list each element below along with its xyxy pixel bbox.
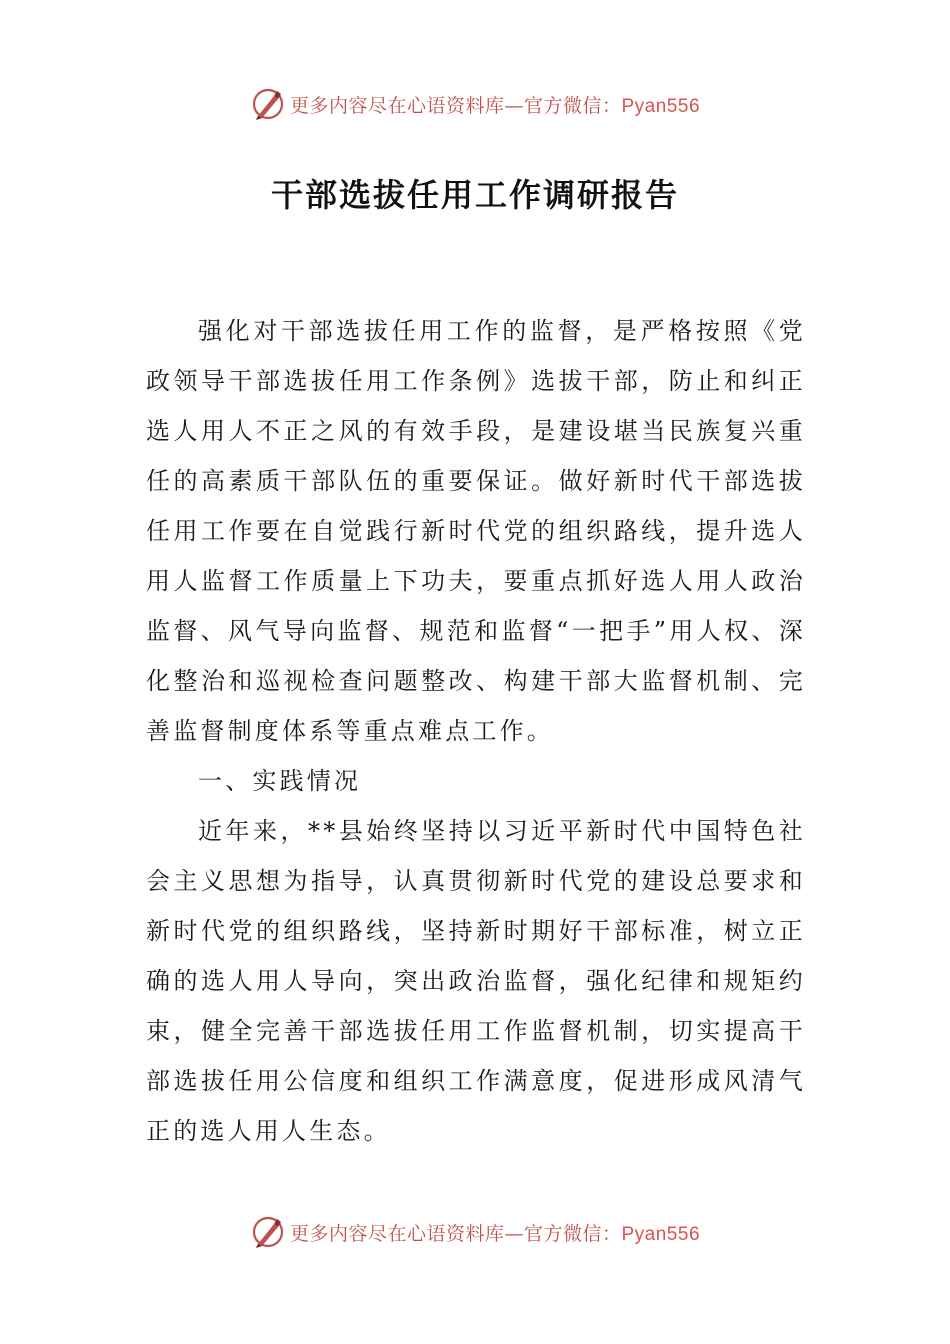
pen-logo-icon bbox=[250, 1214, 286, 1250]
watermark-main-text: 更多内容尽在心语资料库 bbox=[289, 1222, 505, 1245]
footer-watermark bbox=[0, 1212, 950, 1252]
pen-logo-icon bbox=[250, 86, 286, 122]
watermark-content bbox=[250, 86, 700, 122]
document-body bbox=[146, 306, 806, 1156]
watermark-wechat-id: Pyan556 bbox=[621, 95, 701, 117]
document-title: 干部选拔任用工作调研报告 bbox=[270, 176, 679, 214]
watermark-label: 官方微信： bbox=[523, 1222, 622, 1245]
section-heading: 一、实践情况 bbox=[198, 767, 362, 795]
watermark-label: 官方微信： bbox=[523, 94, 622, 117]
watermark-main-text: 更多内容尽在心语资料库 bbox=[289, 94, 505, 117]
watermark-dash: — bbox=[504, 94, 524, 117]
watermark-content bbox=[250, 1214, 700, 1250]
header-watermark bbox=[0, 84, 950, 124]
watermark-wechat-id: Pyan556 bbox=[621, 1223, 701, 1245]
watermark-dash: — bbox=[504, 1222, 524, 1245]
paragraph-intro: 强化对干部选拔任用工作的监督，是严格按照《党政领导干部选拔任用工作条例》选拔干部，防止和纠正选人用人不正之风的有效手段，是建设堪当民族复兴重任的高素质干部队伍的重要保证。做好新时代干部选拔任用工作要在自觉践行新时代党的组织路线，提升选人用人监督工作质量上下功夫，要重点抓好选人用人政治监督、风气导向监督、规范和监督“一把手”用人权、深化整治和巡视检查问题整改、构建干部大监督机制、完善监督制度体系等重点难点工作。 bbox=[146, 317, 806, 745]
paragraph-practice: 近年来，**县始终坚持以习近平新时代中国特色社会主义思想为指导，认真贯彻新时代党的建设总要求和新时代党的组织路线，坚持新时期好干部标准，树立正确的选人用人导向，突出政治监督，强化纪律和规矩约束，健全完善干部选拔任用工作监督机制，切实提高干部选拔任用公信度和组织工作满意度，促进形成风清气正的选人用人生态。 bbox=[146, 817, 806, 1145]
